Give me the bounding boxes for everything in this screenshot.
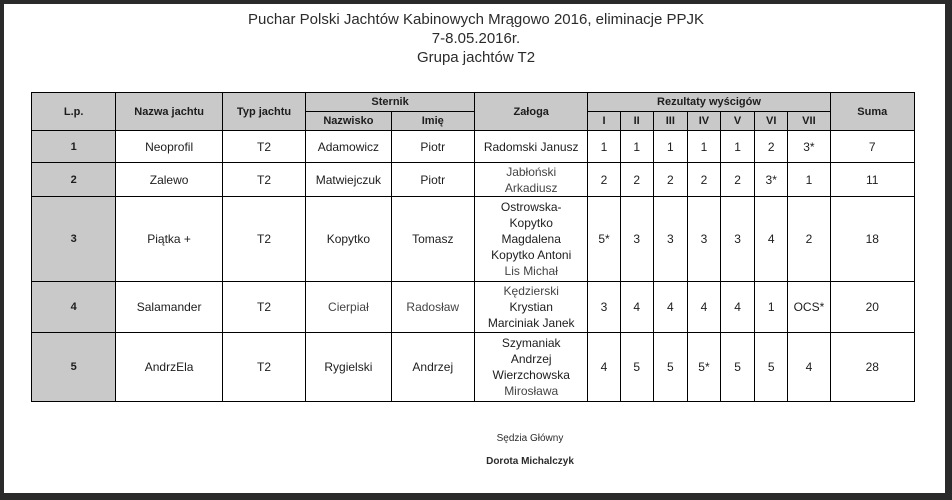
table-row (32, 163, 915, 197)
crew-line: Andrzej (510, 352, 552, 366)
header-yacht-type: Typ jachtu (222, 93, 305, 131)
yacht-name: Salamander (116, 282, 222, 333)
race-result: 4 (788, 333, 830, 402)
row-lp: 2 (32, 163, 116, 197)
doc-title: Puchar Polski Jachtów Kabinowych Mrągowo 2016, eliminacje PPJK (247, 11, 705, 28)
crew-line: Kopytko Antoni (491, 248, 572, 262)
crew-line: Mirosława (504, 384, 559, 398)
race-result: 4 (620, 282, 653, 333)
race-result: 3 (687, 197, 720, 282)
total-points: 28 (830, 333, 914, 402)
crew-line: Kopytko (509, 216, 553, 230)
total-points: 7 (830, 131, 914, 163)
race-result: OCS* (788, 282, 830, 333)
race-result: 1 (721, 131, 755, 163)
row-lp: 1 (32, 131, 116, 163)
race-result: 5 (620, 333, 653, 402)
crew-cell (474, 131, 588, 163)
crew-line: Radomski Janusz (483, 139, 579, 154)
crew-line: Wierzchowska (492, 368, 570, 382)
race-result: 4 (687, 282, 720, 333)
header-helmsman: Sternik (306, 93, 475, 112)
helmsman-firstname: Piotr (391, 163, 474, 197)
race-result: 2 (721, 163, 755, 197)
header-race-6: VI (755, 112, 788, 131)
crew-line: Kędzierski (503, 284, 559, 298)
header-surname: Nazwisko (306, 112, 391, 131)
table-row (32, 197, 915, 282)
header-race-3: III (653, 112, 687, 131)
table-row (32, 282, 915, 333)
total-points: 20 (830, 282, 914, 333)
results-table (31, 92, 915, 402)
race-result: 5 (721, 333, 755, 402)
crew-line: Szymaniak (501, 336, 561, 350)
header-crew: Załoga (474, 93, 588, 131)
header-lp: L.p. (32, 93, 116, 131)
judge-title: Sędzia Główny (496, 433, 564, 444)
helmsman-firstname: Piotr (391, 131, 474, 163)
header-sum: Suma (830, 93, 914, 131)
crew-line: Ostrowska- (500, 200, 562, 214)
race-result: 2 (620, 163, 653, 197)
helmsman-surname: Cierpiał (306, 282, 391, 333)
judge-name: Dorota Michalczyk (486, 456, 574, 467)
helmsman-surname: Kopytko (306, 197, 391, 282)
race-result: 1 (687, 131, 720, 163)
header-race-2: II (620, 112, 653, 131)
yacht-type: T2 (222, 131, 305, 163)
crew-line: Jabłoński (506, 164, 557, 179)
doc-date: 7-8.05.2016r. (431, 30, 521, 47)
crew-line: Arkadiusz (504, 180, 558, 195)
race-result: 2 (755, 131, 788, 163)
yacht-type: T2 (222, 282, 305, 333)
header-race-5: V (721, 112, 755, 131)
race-result: 1 (788, 163, 830, 197)
helmsman-firstname: Andrzej (391, 333, 474, 402)
crew-cell (474, 282, 588, 333)
race-result: 4 (653, 282, 687, 333)
row-lp: 5 (32, 333, 116, 402)
yacht-type: T2 (222, 163, 305, 197)
race-result: 1 (653, 131, 687, 163)
total-points: 11 (830, 163, 914, 197)
crew-line: Magdalena (501, 232, 561, 246)
table-row (32, 131, 915, 163)
helmsman-surname: Matwiejczuk (306, 163, 391, 197)
race-result: 3* (788, 131, 830, 163)
crew-cell (474, 163, 588, 197)
table-row (32, 333, 915, 402)
race-result: 5 (653, 333, 687, 402)
header-race-4: IV (687, 112, 720, 131)
crew-line: Lis Michał (504, 264, 558, 278)
race-result: 2 (653, 163, 687, 197)
race-result: 2 (788, 197, 830, 282)
crew-line: Marciniak Janek (487, 316, 575, 330)
race-result: 4 (721, 282, 755, 333)
yacht-name: Zalewo (116, 163, 222, 197)
yacht-type: T2 (222, 197, 305, 282)
race-result: 2 (588, 163, 620, 197)
total-points: 18 (830, 197, 914, 282)
race-result: 3 (588, 282, 620, 333)
row-lp: 3 (32, 197, 116, 282)
race-result: 3 (721, 197, 755, 282)
doc-group: Grupa jachtów T2 (416, 49, 536, 66)
race-result: 2 (687, 163, 720, 197)
helmsman-firstname: Radosław (391, 282, 474, 333)
yacht-name: AndrzEla (116, 333, 222, 402)
race-result: 5 (755, 333, 788, 402)
race-result: 1 (620, 131, 653, 163)
helmsman-surname: Rygielski (306, 333, 391, 402)
race-result: 4 (588, 333, 620, 402)
crew-cell (474, 197, 588, 282)
helmsman-firstname: Tomasz (391, 197, 474, 282)
race-result: 1 (755, 282, 788, 333)
header-firstname: Imię (391, 112, 474, 131)
race-result: 3* (755, 163, 788, 197)
crew-cell (474, 333, 588, 402)
race-result: 3 (653, 197, 687, 282)
race-result: 5* (588, 197, 620, 282)
race-result: 1 (588, 131, 620, 163)
yacht-name: Neoprofil (116, 131, 222, 163)
header-race-7: VII (788, 112, 830, 131)
race-result: 5* (687, 333, 720, 402)
helmsman-surname: Adamowicz (306, 131, 391, 163)
crew-line: Krystian (509, 300, 553, 314)
race-result: 4 (755, 197, 788, 282)
header-results: Rezultaty wyścigów (588, 93, 830, 112)
race-result: 3 (620, 197, 653, 282)
header-race-1: I (588, 112, 620, 131)
yacht-type: T2 (222, 333, 305, 402)
header-yacht-name: Nazwa jachtu (116, 93, 222, 131)
yacht-name: Piątka + (116, 197, 222, 282)
row-lp: 4 (32, 282, 116, 333)
